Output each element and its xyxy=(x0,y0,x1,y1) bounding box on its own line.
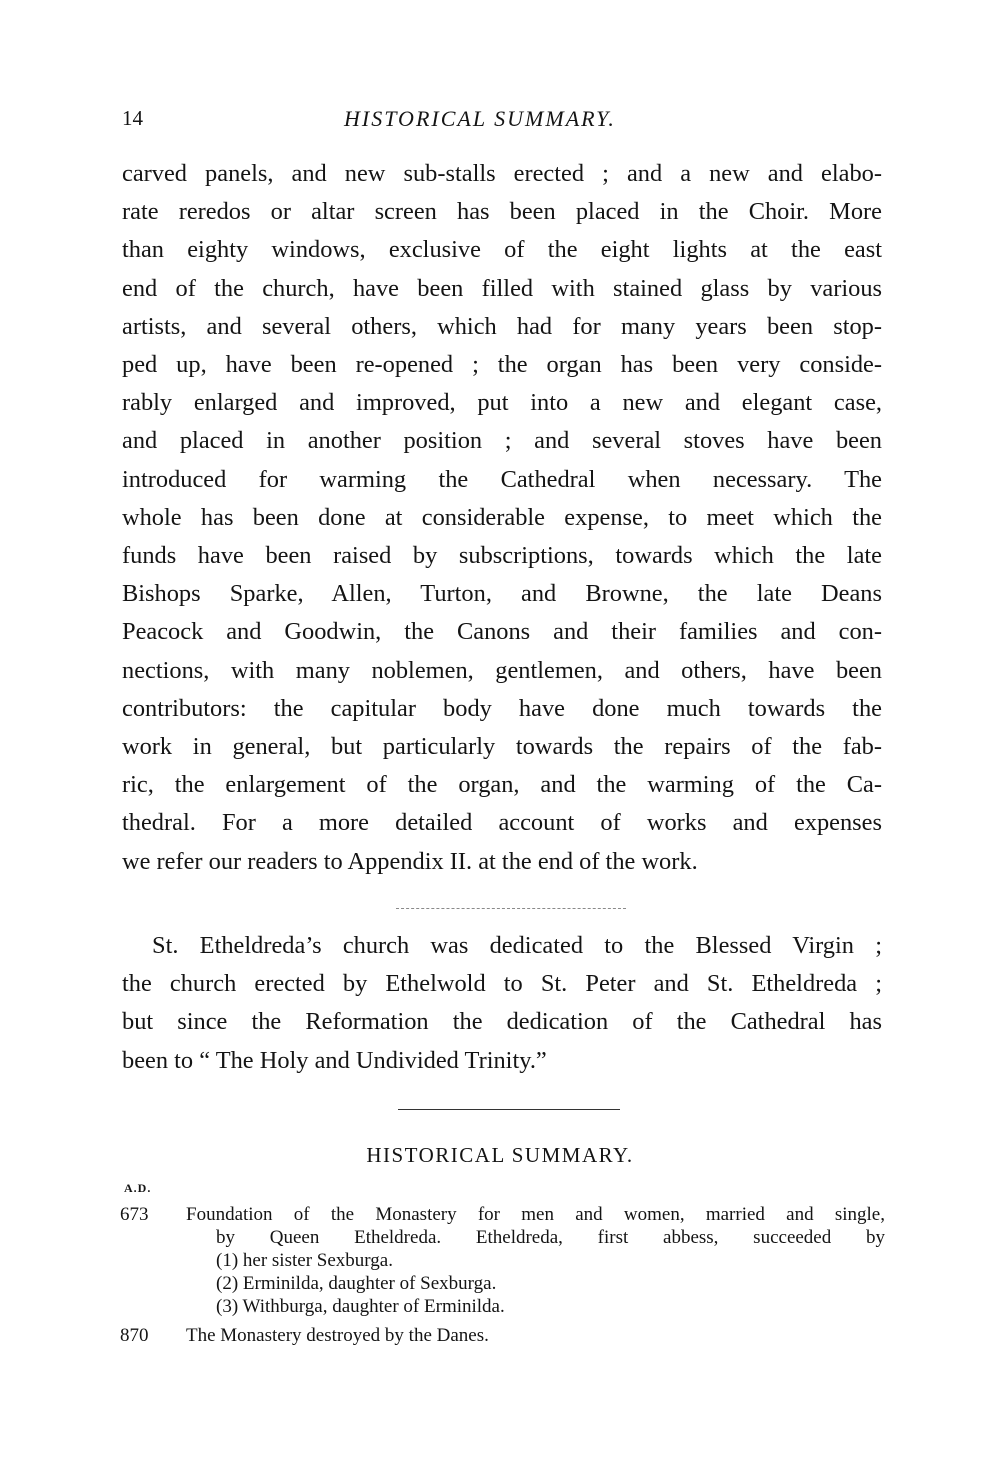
text-line: work in general, but particularly towards the repairs of the fab- xyxy=(122,733,882,761)
section-divider-solid xyxy=(398,1109,620,1110)
text-line: been to “ The Holy and Undivided Trinity.” xyxy=(122,1046,547,1074)
text-line: we refer our readers to Appendix II. at the end of the work. xyxy=(122,847,698,875)
entry-year: 673 xyxy=(120,1204,149,1225)
text-line: rate reredos or altar screen has been placed in the Choir. More xyxy=(122,198,882,226)
text-line: rably enlarged and improved, put into a new and elegant case, xyxy=(122,389,882,417)
text-line: introduced for warming the Cathedral when necessary. The xyxy=(122,465,882,493)
entry-line: by Queen Etheldreda. Etheldreda, first abbess, succeeded by xyxy=(216,1227,885,1248)
summary-entry-870 xyxy=(120,1324,885,1347)
running-title: HISTORICAL SUMMARY. xyxy=(344,106,616,131)
text-line: than eighty windows, exclusive of the eight lights at the east xyxy=(122,236,882,264)
list-item: (1) her sister Sexburga. xyxy=(216,1250,393,1271)
entry-year: 870 xyxy=(120,1325,149,1346)
text-line: and placed in another position ; and several stoves have been xyxy=(122,427,882,455)
abbess-succession-list xyxy=(186,1249,885,1318)
text-line: carved panels, and new sub-stalls erected ; and a new and elabo- xyxy=(122,160,882,187)
text-line: whole has been done at considerable expense, to meet which the xyxy=(122,503,882,531)
text-line: funds have been raised by subscriptions, towards which the late xyxy=(122,542,882,570)
text-line: nections, with many noblemen, gentlemen, and others, have been xyxy=(122,656,882,684)
text-line: contributors: the capitular body have done much towards the xyxy=(122,694,882,722)
text-line: thedral. For a more detailed account of works and expenses xyxy=(122,809,882,837)
page-number: 14 xyxy=(122,106,143,130)
era-label: A.D. xyxy=(124,1181,152,1195)
summary-heading: HISTORICAL SUMMARY. xyxy=(366,1143,634,1167)
text-line: Peacock and Goodwin, the Canons and their families and con- xyxy=(122,618,882,646)
entry-line: Foundation of the Monastery for men and women, married and single, xyxy=(186,1204,885,1225)
summary-entries xyxy=(120,1203,885,1353)
text-line: St. Etheldreda’s church was dedicated to the Blessed Virgin ; xyxy=(152,932,882,959)
text-line: artists, and several others, which had for many years been stop- xyxy=(122,312,882,340)
text-line: the church erected by Ethelwold to St. Peter and St. Etheldreda ; xyxy=(122,970,882,998)
entry-text xyxy=(186,1324,885,1347)
list-item: (2) Erminilda, daughter of Sexburga. xyxy=(216,1273,497,1294)
section-divider-dotted xyxy=(396,908,626,909)
text-line: Bishops Sparke, Allen, Turton, and Browne, the late Deans xyxy=(122,580,882,608)
summary-entry-673 xyxy=(120,1203,885,1318)
text-line: ric, the enlargement of the organ, and the warming of the Ca- xyxy=(122,771,882,799)
text-line: ped up, have been re-opened ; the organ has been very conside- xyxy=(122,351,882,379)
text-line: end of the church, have been filled with stained glass by various xyxy=(122,274,882,302)
running-head xyxy=(122,106,884,136)
text-line: but since the Reformation the dedication of the Cathedral has xyxy=(122,1008,882,1036)
entry-line: The Monastery destroyed by the Danes. xyxy=(186,1325,489,1346)
paragraph-restoration-works xyxy=(122,155,882,881)
entry-text xyxy=(186,1203,885,1249)
paragraph-dedication xyxy=(122,927,882,1080)
list-item: (3) Withburga, daughter of Erminilda. xyxy=(216,1296,505,1317)
